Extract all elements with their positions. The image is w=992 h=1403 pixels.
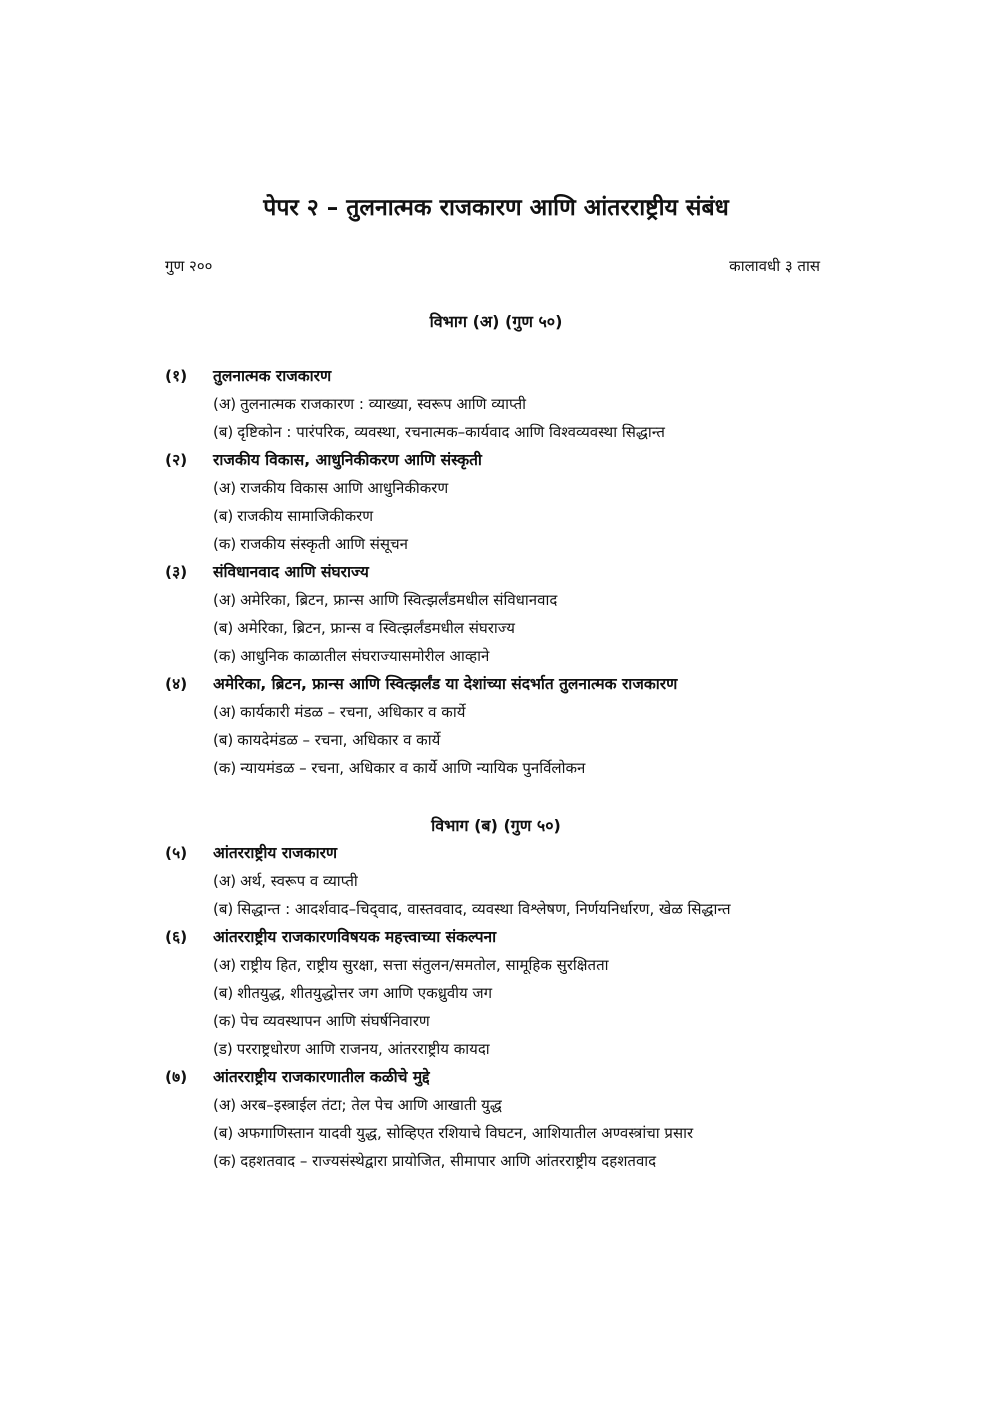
list-item [213, 1147, 865, 1175]
item-text: कार्यकारी मंडळ – रचना, अधिकार व कार्ये [240, 703, 466, 721]
item-text: दहशतवाद – राज्यसंस्थेद्वारा प्रायोजित, सीमापार आणि आंतरराष्ट्रीय दहशतवाद [240, 1152, 657, 1170]
list-item [213, 698, 865, 726]
item-text: दृष्टिकोन : पारंपरिक, व्यवस्था, रचनात्मक–कार्यवाद आणि विश्वव्यवस्था सिद्धान्त [237, 423, 665, 441]
section-a-heading: विभाग (अ) (गुण ५०) [429, 312, 563, 331]
item-label: (ब) [213, 731, 234, 749]
list-item [213, 895, 865, 923]
item-text: तुलनात्मक राजकारण : व्याख्या, स्वरूप आणि व्याप्ती [240, 395, 527, 413]
item-text: पेच व्यवस्थापन आणि संघर्षनिवारण [240, 1012, 430, 1030]
item-text: अर्थ, स्वरूप व व्याप्ती [240, 872, 358, 890]
item-label: (क) [213, 1012, 237, 1030]
item-label: (ब) [213, 984, 234, 1002]
item-text: परराष्ट्रधोरण आणि राजनय, आंतरराष्ट्रीय कायदा [236, 1040, 490, 1058]
item-label: (अ) [213, 872, 237, 890]
total-marks: गुण २०० [165, 257, 213, 275]
topic-title: राजकीय विकास, आधुनिकीकरण आणि संस्कृती [213, 451, 482, 469]
item-text: राष्ट्रीय हित, राष्ट्रीय सुरक्षा, सत्ता संतुलन/समतोल, सामूहिक सुरक्षितता [240, 956, 609, 974]
topic-6 [165, 923, 865, 1063]
item-text: कायदेमंडळ – रचना, अधिकार व कार्ये [237, 731, 441, 749]
item-text: राजकीय विकास आणि आधुनिकीकरण [240, 479, 449, 497]
topic-number: (६) [165, 928, 188, 946]
list-item [213, 754, 865, 782]
item-text: आधुनिक काळातील संघराज्यासमोरील आव्हाने [240, 647, 490, 665]
topic-title: अमेरिका, ब्रिटन, फ्रान्स आणि स्वित्झर्लंड या देशांच्या संदर्भात तुलनात्मक राजकारण [213, 675, 678, 693]
item-label: (ब) [213, 423, 234, 441]
item-label: (ब) [213, 619, 234, 637]
list-item [213, 502, 865, 530]
item-label: (ब) [213, 900, 234, 918]
list-item [213, 951, 865, 979]
topic-number: (४) [165, 675, 188, 693]
page-title: पेपर २ – तुलनात्मक राजकारण आणि आंतरराष्ट्रीय संबंध [263, 195, 729, 221]
list-item [213, 979, 865, 1007]
topic-title: आंतरराष्ट्रीय राजकारणातील कळीचे मुद्दे [213, 1068, 430, 1086]
item-text: राजकीय सामाजिकीकरण [237, 507, 374, 525]
topic-3 [165, 558, 865, 670]
topic-title: तुलनात्मक राजकारण [213, 367, 332, 385]
duration: कालावधी ३ तास [729, 257, 820, 275]
topic-title: आंतरराष्ट्रीय राजकारणविषयक महत्त्वाच्या संकल्पना [213, 928, 497, 946]
item-label: (ब) [213, 1124, 234, 1142]
list-item [213, 1091, 865, 1119]
list-item [213, 642, 865, 670]
item-label: (अ) [213, 479, 237, 497]
list-item [213, 614, 865, 642]
item-label: (क) [213, 535, 237, 553]
topic-title: संविधानवाद आणि संघराज्य [213, 563, 369, 581]
topic-1 [165, 362, 865, 446]
item-label: (अ) [213, 703, 237, 721]
topic-number: (२) [165, 451, 188, 469]
section-b-heading: विभाग (ब) (गुण ५०) [431, 816, 561, 835]
section-b-topics [165, 839, 865, 1175]
list-item [213, 418, 865, 446]
item-label: (ड) [213, 1040, 233, 1058]
item-text: अरब–इस्त्राईल तंटा; तेल पेच आणि आखाती युद्ध [240, 1096, 502, 1114]
item-text: अफगाणिस्तान यादवी युद्ध, सोव्हिएत रशियाचे विघटन, आशियातील अण्वस्त्रांचा प्रसार [237, 1124, 694, 1142]
topic-4 [165, 670, 865, 782]
topic-5 [165, 839, 865, 923]
item-text: अमेरिका, ब्रिटन, फ्रान्स आणि स्वित्झर्लंडमधील संविधानवाद [240, 591, 558, 609]
section-a-topics [165, 362, 865, 782]
list-item [213, 1035, 865, 1063]
topic-number: (७) [165, 1068, 188, 1086]
item-text: अमेरिका, ब्रिटन, फ्रान्स व स्वित्झर्लंडमधील संघराज्य [237, 619, 515, 637]
topic-number: (५) [165, 844, 188, 862]
item-label: (अ) [213, 591, 237, 609]
item-label: (क) [213, 1152, 237, 1170]
topic-number: (१) [165, 367, 188, 385]
topic-number: (३) [165, 563, 188, 581]
item-label: (अ) [213, 1096, 237, 1114]
list-item [213, 1119, 865, 1147]
list-item [213, 530, 865, 558]
list-item [213, 390, 865, 418]
list-item [213, 586, 865, 614]
topic-2 [165, 446, 865, 558]
list-item [213, 1007, 865, 1035]
item-label: (ब) [213, 507, 234, 525]
list-item [213, 474, 865, 502]
topic-7 [165, 1063, 865, 1175]
list-item [213, 867, 865, 895]
item-text: न्यायमंडळ – रचना, अधिकार व कार्ये आणि न्यायिक पुनर्विलोकन [240, 759, 586, 777]
list-item [213, 726, 865, 754]
item-label: (क) [213, 759, 237, 777]
topic-title: आंतरराष्ट्रीय राजकारण [213, 844, 338, 862]
item-label: (अ) [213, 956, 237, 974]
item-text: राजकीय संस्कृती आणि संसूचन [240, 535, 408, 553]
item-label: (क) [213, 647, 237, 665]
item-text: शीतयुद्ध, शीतयुद्धोत्तर जग आणि एकध्रुवीय जग [237, 984, 493, 1002]
item-text: सिद्धान्त : आदर्शवाद–चिद्‌वाद, वास्तववाद, व्यवस्था विश्लेषण, निर्णयनिर्धारण, खेळ सिद्धान्त [237, 900, 731, 918]
item-label: (अ) [213, 395, 237, 413]
